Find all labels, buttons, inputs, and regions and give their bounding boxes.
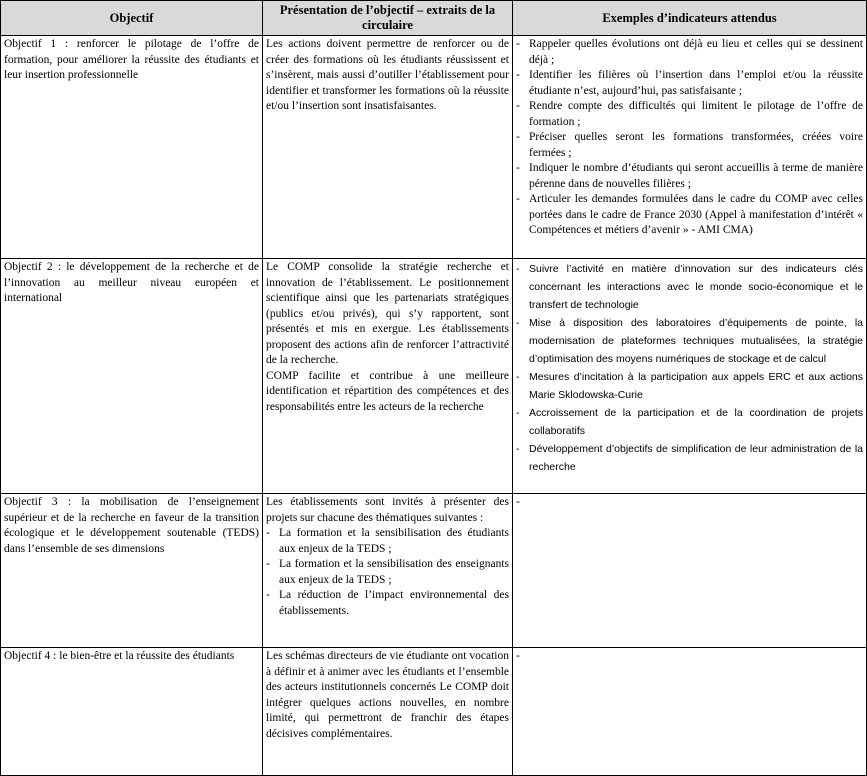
empty-dash: - bbox=[516, 650, 520, 662]
table-row bbox=[1, 648, 867, 776]
list-item: - Rendre compte des difficultés qui limitent le pilotage de l’offre de formation ; bbox=[516, 99, 863, 130]
list-item: - Mesures d’incitation à la participation aux appels ERC et aux actions Marie Sklodowska-Curie bbox=[516, 368, 863, 404]
header-indicateurs: Exemples d’indicateurs attendus bbox=[513, 1, 867, 36]
presentation-cell bbox=[263, 259, 513, 494]
list-item: - Rappeler quelles évolutions ont déjà eu lieu et celles qui se dessinent déjà ; bbox=[516, 37, 863, 68]
objectif-cell: Objectif 1 : renforcer le pilotage de l’offre de formation, pour améliorer la réussite des étudiants et leur insertion professionnelle bbox=[1, 36, 263, 259]
objectif-cell: Objectif 2 : le développement de la recherche et de l’innovation au meilleur niveau européen et international bbox=[1, 259, 263, 494]
presentation-paragraph: Les schémas directeurs de vie étudiante ont vocation à définir et à animer avec les étudiants et l’ensemble des acteurs institutionnels concernés Le COMP doit intégrer quelques actions nouvelles, en nombre limité, qui permettront de franchir des étapes décisives complémentaires. bbox=[266, 650, 509, 740]
list-item: - Suivre l’activité en matière d’innovation sur des indicateurs clés concernant les interactions avec le monde socio-économique et le transfert de technologie bbox=[516, 260, 863, 314]
presentation-cell bbox=[263, 494, 513, 648]
theme-list bbox=[266, 526, 509, 619]
presentation-cell bbox=[263, 648, 513, 776]
objectif-cell: Objectif 3 : la mobilisation de l’enseignement supérieur et de la recherche en faveur de la transition écologique et le développement soutenable (TEDS) dans l’ensemble de ses dimensions bbox=[1, 494, 263, 648]
table-row bbox=[1, 259, 867, 494]
header-presentation: Présentation de l’objectif – extraits de la circulaire bbox=[263, 1, 513, 36]
header-row bbox=[1, 1, 867, 36]
list-item: - La formation et la sensibilisation des enseignants aux enjeux de la TEDS ; bbox=[266, 557, 509, 588]
indicator-list bbox=[516, 260, 863, 476]
objectif-cell: Objectif 4 : le bien-être et la réussite des étudiants bbox=[1, 648, 263, 776]
indicateurs-cell bbox=[513, 36, 867, 259]
list-item: - Développement d’objectifs de simplification de leur administration de la recherche bbox=[516, 440, 863, 476]
table-row bbox=[1, 36, 867, 259]
list-item: - Articuler les demandes formulées dans le cadre du COMP avec celles portées dans le cadre de France 2030 (Appel à manifestation d’intérêt « Compétences et métiers d’avenir » - AMI CMA) bbox=[516, 192, 863, 239]
indicateurs-cell bbox=[513, 259, 867, 494]
empty-dash: - bbox=[516, 496, 520, 508]
list-item: - Indiquer le nombre d’étudiants qui seront accueillis à terme de manière pérenne dans de nouvelles filières ; bbox=[516, 161, 863, 192]
list-item: - Préciser quelles seront les formations transformées, créées voire fermées ; bbox=[516, 130, 863, 161]
presentation-paragraph: Les actions doivent permettre de renforcer ou de créer des formations où les étudiants réussissent et s’insèrent, mais aussi d’outiller l’établissement pour identifier et transformer les formations où la réussite et/ou l’insertion sont insatisfaisantes. bbox=[266, 38, 509, 112]
header-objectif: Objectif bbox=[1, 1, 263, 36]
indicator-list bbox=[516, 37, 863, 239]
list-item: - Accroissement de la participation et de la coordination de projets collaboratifs bbox=[516, 404, 863, 440]
indicateurs-cell bbox=[513, 494, 867, 648]
list-item: - La formation et la sensibilisation des étudiants aux enjeux de la TEDS ; bbox=[266, 526, 509, 557]
list-item: - La réduction de l’impact environnemental des établissements. bbox=[266, 588, 509, 619]
presentation-paragraph: COMP facilite et contribue à une meilleure identification et répartition des compétences et des responsabilités entre les acteurs de la recherche bbox=[266, 369, 509, 413]
indicateurs-cell bbox=[513, 648, 867, 776]
list-item: - Mise à disposition des laboratoires d’équipements de pointe, la modernisation de plateformes techniques mutualisées, la stratégie d’optimisation des moyens numériques de stockage et de calcul bbox=[516, 314, 863, 368]
table-row bbox=[1, 494, 867, 648]
presentation-cell bbox=[263, 36, 513, 259]
presentation-paragraph: Le COMP consolide la stratégie recherche et innovation de l’établissement. Le positionnement scientifique ainsi que les partenariats stratégiques (publics et/ou privés), qui s’y rapportent, sont présentés et mis en exergue. Les établissements proposent des actions afin de renforcer l’attractivité de la recherche. bbox=[266, 261, 509, 366]
presentation-paragraph: Les établissements sont invités à présenter des projets sur chacune des thématiques suivantes : bbox=[266, 496, 509, 524]
list-item: - Identifier les filières où l’insertion dans l’emploi et/ou la réussite étudiante n’est, aujourd’hui, pas satisfaisante ; bbox=[516, 68, 863, 99]
